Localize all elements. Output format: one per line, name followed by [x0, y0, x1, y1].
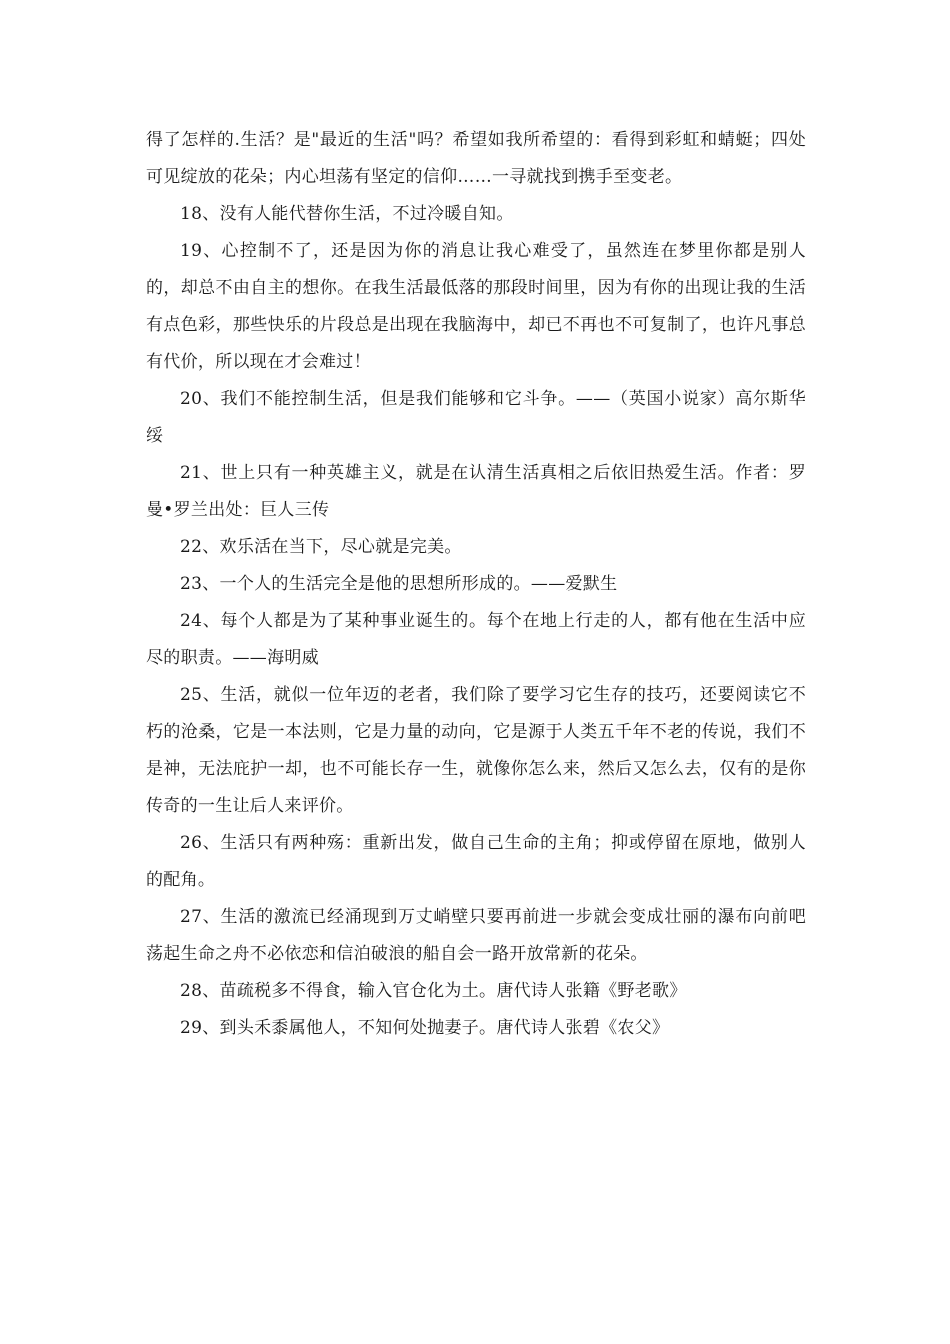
paragraph-26: 26、生活只有两种殇：重新出发，做自己生命的主角；抑或停留在原地，做别人的配角。 [146, 833, 806, 890]
paragraph-20: 20、我们不能控制生活，但是我们能够和它斗争。——（英国小说家）高尔斯华绥 [146, 389, 806, 446]
document-body [146, 122, 806, 1047]
paragraph-21: 21、世上只有一种英雄主义，就是在认清生活真相之后依旧热爱生活。作者：罗曼•罗兰出处：巨人三传 [146, 463, 806, 520]
paragraph-18: 18、没有人能代替你生活，不过冷暖自知。 [180, 204, 514, 224]
paragraph-28: 28、苗疏税多不得食，输入官仓化为土。唐代诗人张籍《野老歌》 [180, 981, 687, 1001]
paragraph-27: 27、生活的激流已经涌现到万丈峭壁只要再前进一步就会变成壮丽的瀑布向前吧荡起生命之舟不必依恋和信泊破浪的船自会一路开放常新的花朵。 [146, 907, 806, 964]
paragraph-24: 24、每个人都是为了某种事业诞生的。每个在地上行走的人，都有他在生活中应尽的职责。——海明威 [146, 611, 806, 668]
paragraph-continuation: 得了怎样的.生活？是"最近的生活"吗？希望如我所希望的：看得到彩虹和蜻蜓；四处可见绽放的花朵；内心坦荡有坚定的信仰……一寻就找到携手至变老。 [146, 130, 806, 187]
paragraph-19: 19、心控制不了，还是因为你的消息让我心难受了，虽然连在梦里你都是别人的，却总不由自主的想你。在我生活最低落的那段时间里，因为有你的出现让我的生活有点色彩，那些快乐的片段总是出现在我脑海中，却已不再也不可复制了，也许凡事总有代价，所以现在才会难过！ [146, 241, 806, 372]
paragraph-29: 29、到头禾黍属他人，不知何处抛妻子。唐代诗人张碧《农父》 [180, 1018, 670, 1038]
paragraph-22: 22、欢乐活在当下，尽心就是完美。 [180, 537, 462, 557]
paragraph-23: 23、一个人的生活完全是他的思想所形成的。——爱默生 [180, 574, 618, 594]
paragraph-25: 25、生活，就似一位年迈的老者，我们除了要学习它生存的技巧，还要阅读它不朽的沧桑，它是一本法则，它是力量的动向，它是源于人类五千年不老的传说，我们不是神，无法庇护一却，也不可能长存一生，就像你怎么来，然后又怎么去，仅有的是你传奇的一生让后人来评价。 [146, 685, 806, 816]
